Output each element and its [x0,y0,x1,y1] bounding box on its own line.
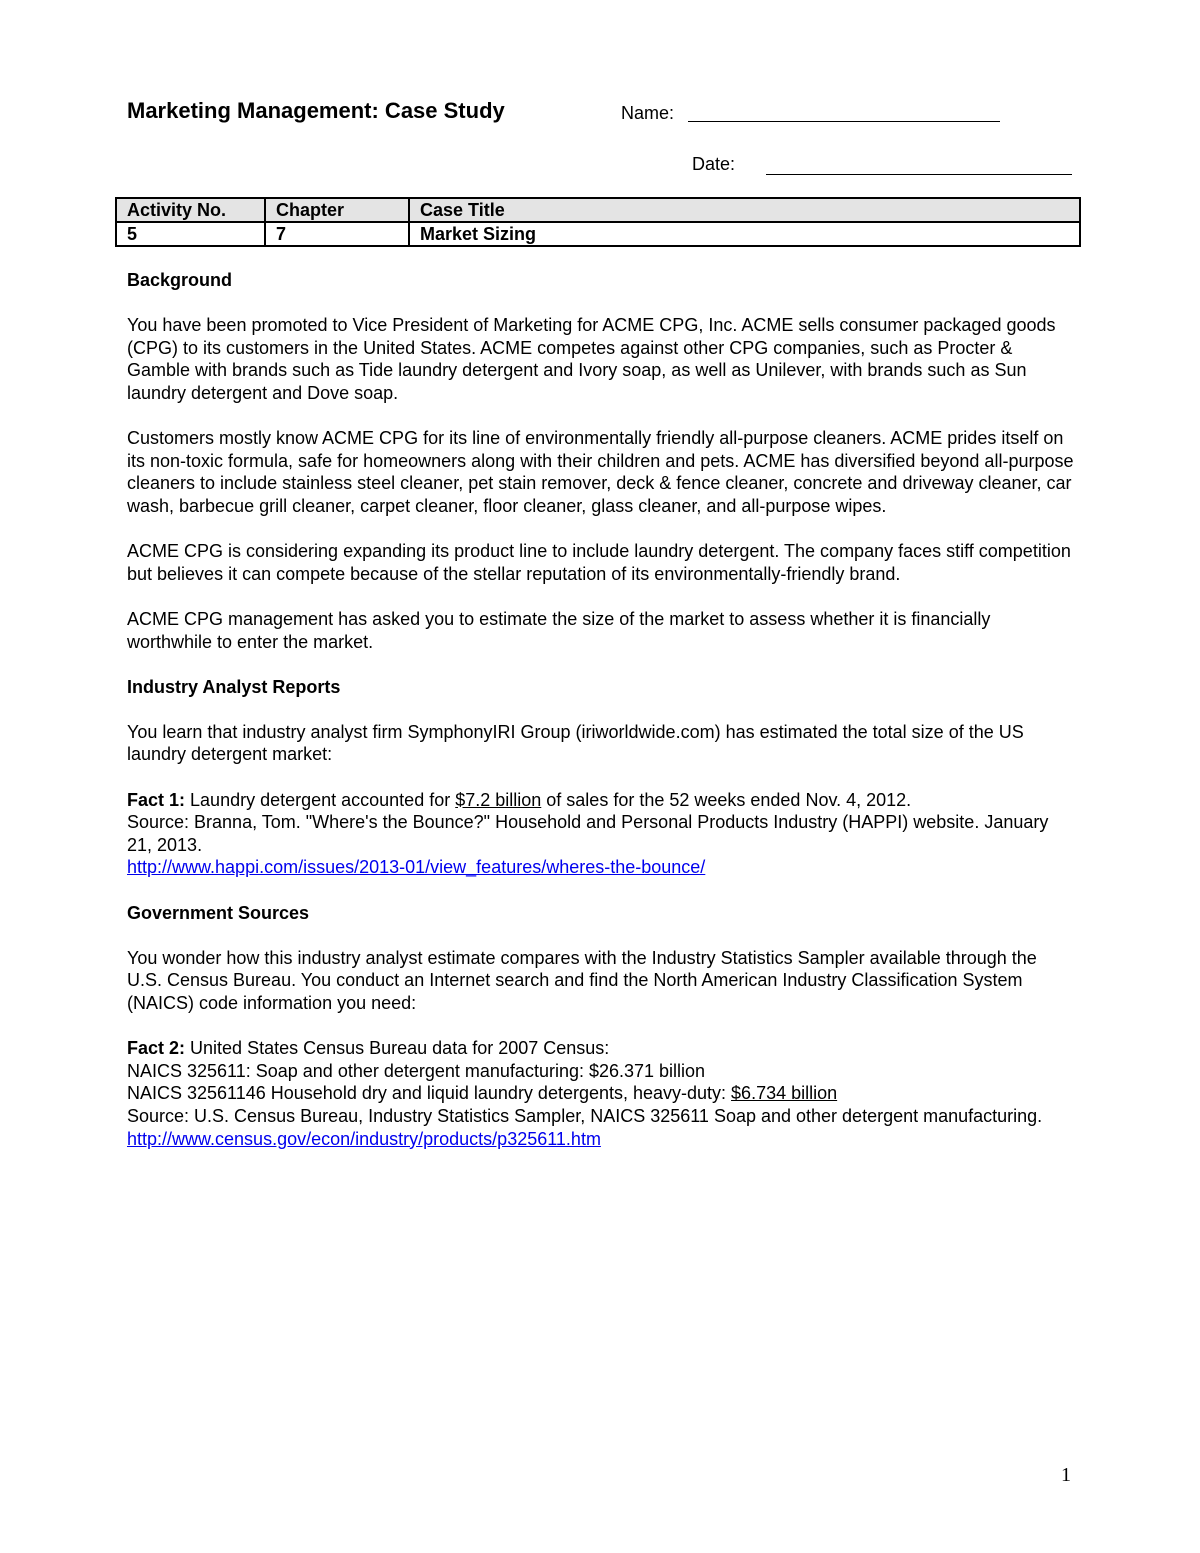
cell-chapter: 7 [265,222,409,246]
name-blank-line [688,121,1000,122]
background-heading: Background [127,270,233,290]
fact-2-source: Source: U.S. Census Bureau, Industry Statistics Sampler, NAICS 325611 Soap and other detergent manufacturing. [127,1105,1043,1126]
header-activity-no: Activity No. [116,198,265,222]
cell-case-title: Market Sizing [409,222,1080,246]
fact-1-text: Laundry detergent accounted for [185,789,456,810]
fact-1-source: Source: Branna, Tom. "Where's the Bounce?" Household and Personal Products Industry (HAPPI) website. January 21, 2013. [127,812,1049,855]
date-blank-line [766,174,1072,175]
date-label: Date: [692,154,736,174]
government-heading: Government Sources [127,902,310,923]
happi-link[interactable]: http://www.happi.com/issues/2013-01/view_features/wheres-the-bounce/ [127,857,706,878]
census-link[interactable]: http://www.census.gov/econ/industry/products/p325611.htm [127,1128,601,1149]
fact-1-value: $7.2 billion [455,789,542,810]
background-paragraph-3: ACME CPG is considering expanding its product line to include laundry detergent. The company faces stiff competition but believes it can compete because of the stellar reputation of its environmentally-friendly brand. [127,541,1071,584]
fact-1-text-end: of sales for the 52 weeks ended Nov. 4, 2012. [541,789,912,810]
industry-heading: Industry Analyst Reports [127,676,341,697]
fact-1 [127,789,1075,812]
fact-2-label: Fact 2: [127,1038,186,1059]
document-title: Marketing Management: Case Study [127,98,505,123]
fact-2 [127,1037,1075,1060]
name-label: Name: [621,103,675,123]
document-body [127,269,1075,1150]
government-paragraph: You wonder how this industry analyst estimate compares with the Industry Statistics Sampler available through the U.S. Census Bureau. You conduct an Internet search and find the North American Industry Classification System (NAICS) code information you need: [127,947,1037,1013]
header-chapter: Chapter [265,198,409,222]
naics-line-2 [127,1082,1075,1105]
header-case-title: Case Title [409,198,1080,222]
industry-paragraph: You learn that industry analyst firm SymphonyIRI Group (iriworldwide.com) has estimated the total size of the US laundry detergent market: [127,721,1024,765]
fact-1-label: Fact 1: [127,789,186,810]
background-paragraph-4: ACME CPG management has asked you to estimate the size of the market to assess whether it is financially worthwhile to enter the market. [127,608,991,652]
page-number: 1 [1061,1464,1071,1486]
table-row [116,222,1080,246]
naics-line-2-value: $6.734 billion [731,1083,838,1104]
background-paragraph-1: You have been promoted to Vice President of Marketing for ACME CPG, Inc. ACME sells consumer packaged goods (CPG) to its customers in the United States. ACME competes against other CPG companies, such as Procter & Gamble with brands such as Tide laundry detergent and Ivory soap, as well as Unilever, with brands such as Sun laundry detergent and Dove soap. [127,315,1056,403]
naics-line-1: NAICS 325611: Soap and other detergent manufacturing: $26.371 billion [127,1060,706,1081]
cell-activity-no: 5 [116,222,265,246]
background-paragraph-2: Customers mostly know ACME CPG for its line of environmentally friendly all-purpose cleaners. ACME prides itself on its non-toxic formula, safe for homeowners along with their children and pets. ACME has diversified beyond all-purpose cleaners to include stainless steel cleaner, pet stain remover, deck & fence cleaner, concrete and driveway cleaner, car wash, barbecue grill cleaner, carpet cleaner, floor cleaner, glass cleaner, and all-purpose wipes. [127,428,1074,516]
table-header-row [116,198,1080,222]
activity-table [115,197,1081,247]
fact-2-text: United States Census Bureau data for 2007 Census: [185,1038,610,1059]
naics-line-2-text: NAICS 32561146 Household dry and liquid laundry detergents, heavy-duty: [127,1083,732,1104]
